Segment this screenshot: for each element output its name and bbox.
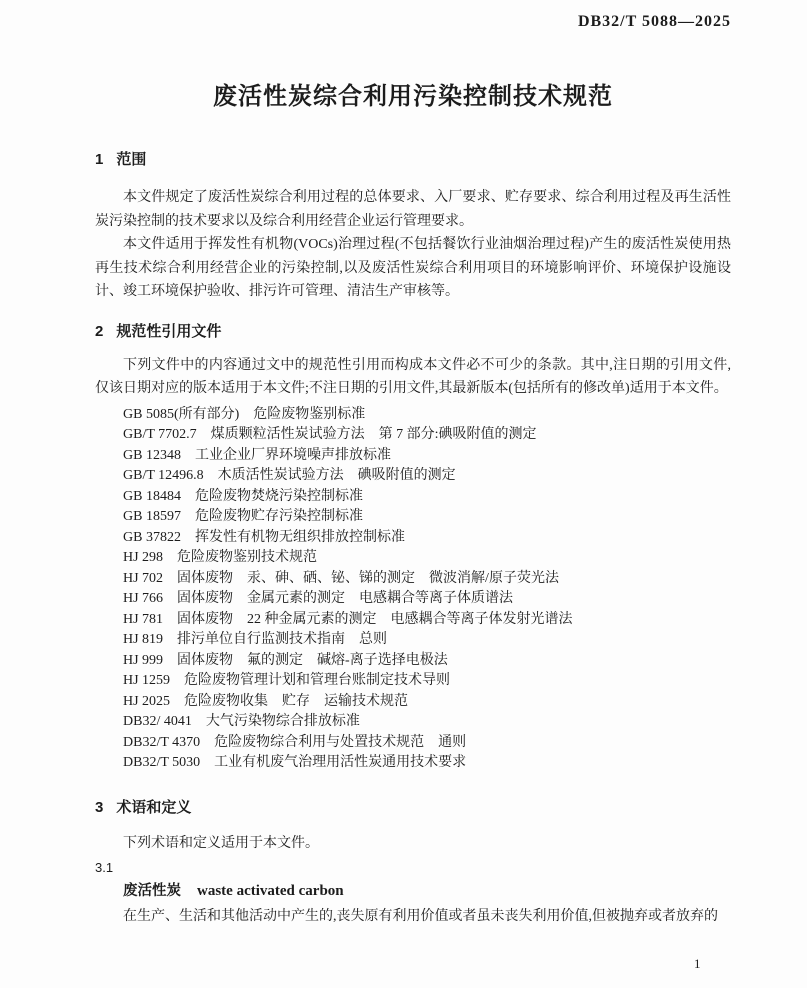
- reference-item: DB32/T 4370 危险废物综合利用与处置技术规范 通则: [123, 734, 467, 750]
- section-2-intro: 下列文件中的内容通过文中的规范性引用而构成本文件必不可少的条款。其中,注日期的引用文件,仅该日期对应的版本适用于本文件;不注日期的引用文件,其最新版本(包括所有的修改单)适用于本文件。: [95, 357, 731, 396]
- section-3-intro: 下列术语和定义适用于本文件。: [123, 835, 319, 851]
- section-2-heading: [95, 322, 731, 342]
- reference-item: GB/T 12496.8 木质活性炭试验方法 碘吸附值的测定: [123, 468, 456, 483]
- section-3-title: 术语和定义: [116, 798, 192, 816]
- section-1-title: 范围: [116, 151, 147, 168]
- reference-item: HJ 1259 危险废物管理计划和管理台账制定技术导则: [123, 673, 451, 688]
- document-code: DB32/T 5088—2025: [577, 13, 731, 30]
- reference-item: HJ 702 固体废物 汞、砷、硒、铋、锑的测定 微波消解/原子荧光法: [123, 570, 559, 586]
- reference-item: HJ 999 固体废物 氟的测定 碱熔-离子选择电极法: [123, 652, 448, 668]
- normative-references-list: [123, 405, 731, 774]
- reference-item: GB 18597 危险废物贮存污染控制标准: [123, 509, 363, 524]
- term-name-line: [123, 880, 731, 902]
- document-title: 废活性炭综合利用污染控制技术规范: [213, 83, 613, 110]
- term-name-en: waste activated carbon: [197, 883, 344, 899]
- section-1-body: [95, 186, 731, 304]
- reference-item: HJ 819 排污单位自行监测技术指南 总则: [123, 632, 388, 647]
- reference-item: HJ 298 危险废物鉴别技术规范: [123, 550, 318, 565]
- section-1-heading: [95, 150, 731, 170]
- section-3-heading: [95, 798, 731, 818]
- reference-item: HJ 2025 危险废物收集 贮存 运输技术规范: [123, 693, 409, 709]
- reference-item: GB 5085(所有部分) 危险废物鉴别标准: [123, 406, 366, 422]
- term-number: 3.1: [95, 860, 114, 875]
- reference-item: DB32/ 4041 大气污染物综合排放标准: [123, 714, 360, 729]
- reference-item: GB 18484 危险废物焚烧污染控制标准: [123, 488, 363, 504]
- section-2-title: 规范性引用文件: [116, 322, 222, 340]
- section-3-number: 3: [95, 798, 104, 816]
- page-number: 1: [694, 956, 701, 971]
- reference-item: HJ 781 固体废物 22 种金属元素的测定 电感耦合等离子体发射光谱法: [123, 611, 573, 627]
- section-1-paragraph: 本文件适用于挥发性有机物(VOCs)治理过程(不包括餐饮行业油烟治理过程)产生的废活性炭使用热再生技术综合利用经营企业的污染控制,以及废活性炭综合利用项目的环境影响评价、环境保护设施设计、竣工环境保护验收、排污许可管理、清洁生产审核等。: [95, 237, 731, 299]
- section-1-paragraph: 本文件规定了废活性炭综合利用过程的总体要求、入厂要求、贮存要求、综合利用过程及再生活性炭污染控制的技术要求以及综合利用经营企业运行管理要求。: [95, 190, 731, 229]
- reference-item: DB32/T 5030 工业有机废气治理用活性炭通用技术要求: [123, 755, 467, 770]
- reference-item: HJ 766 固体废物 金属元素的测定 电感耦合等离子体质谱法: [123, 591, 514, 606]
- term-definition: 在生产、生活和其他活动中产生的,丧失原有利用价值或者虽未丧失利用价值,但被抛弃或者放弃的: [123, 909, 718, 924]
- reference-item: GB/T 7702.7 煤质颗粒活性炭试验方法 第 7 部分:碘吸附值的测定: [123, 427, 537, 442]
- section-1-number: 1: [95, 151, 104, 168]
- reference-item: GB 37822 挥发性有机物无组织排放控制标准: [123, 529, 405, 545]
- reference-item: GB 12348 工业企业厂界环境噪声排放标准: [123, 447, 391, 463]
- term-name-zh: 废活性炭: [123, 883, 181, 899]
- section-2-number: 2: [95, 322, 104, 340]
